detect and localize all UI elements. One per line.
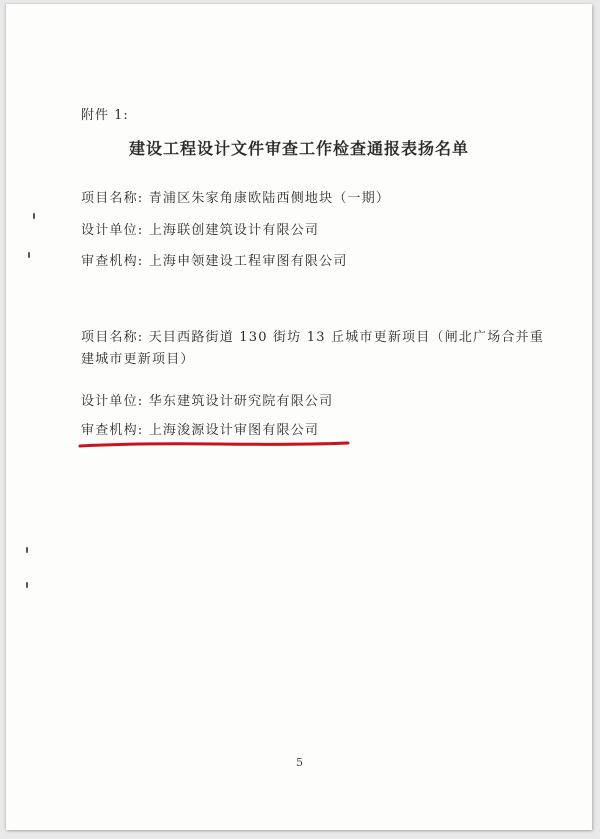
design-unit-label: 设计单位: bbox=[81, 223, 144, 238]
attachment-label: 附件 1: bbox=[81, 108, 129, 123]
document-title: 建设工程设计文件审查工作检查通报表扬名单 bbox=[128, 139, 469, 158]
design-unit-value: 华东建筑设计研究院有限公司 bbox=[148, 394, 334, 409]
document-page bbox=[6, 4, 592, 830]
project-1-review-line bbox=[81, 250, 348, 269]
project-2-name-line bbox=[81, 327, 547, 371]
project-2-design-line bbox=[81, 390, 333, 409]
scan-speck bbox=[26, 582, 28, 588]
scan-speck bbox=[33, 213, 35, 219]
design-unit-label: 设计单位: bbox=[81, 394, 144, 409]
project-name-label: 项目名称: bbox=[81, 191, 144, 206]
scan-speck bbox=[26, 547, 28, 553]
design-unit-value: 上海联创建筑设计有限公司 bbox=[148, 223, 320, 238]
project-1-design-line bbox=[81, 219, 319, 238]
project-name-value: 天目西路街道 130 街坊 13 丘城市更新项目（闸北广场合并重建城市更新项目） bbox=[81, 330, 545, 367]
project-2-review-line bbox=[81, 419, 319, 438]
page-number: 5 bbox=[296, 756, 303, 769]
project-name-value: 青浦区朱家角康欧陆西侧地块（一期） bbox=[148, 191, 391, 206]
red-highlight-underline bbox=[78, 440, 350, 450]
project-1-name-line bbox=[81, 187, 390, 206]
review-org-value: 上海申领建设工程审图有限公司 bbox=[148, 254, 348, 269]
review-org-label: 审查机构: bbox=[81, 254, 144, 269]
review-org-value: 上海浚源设计审图有限公司 bbox=[148, 423, 320, 438]
scan-speck bbox=[28, 252, 30, 258]
review-org-label: 审查机构: bbox=[81, 423, 144, 438]
project-name-label: 项目名称: bbox=[81, 330, 144, 345]
